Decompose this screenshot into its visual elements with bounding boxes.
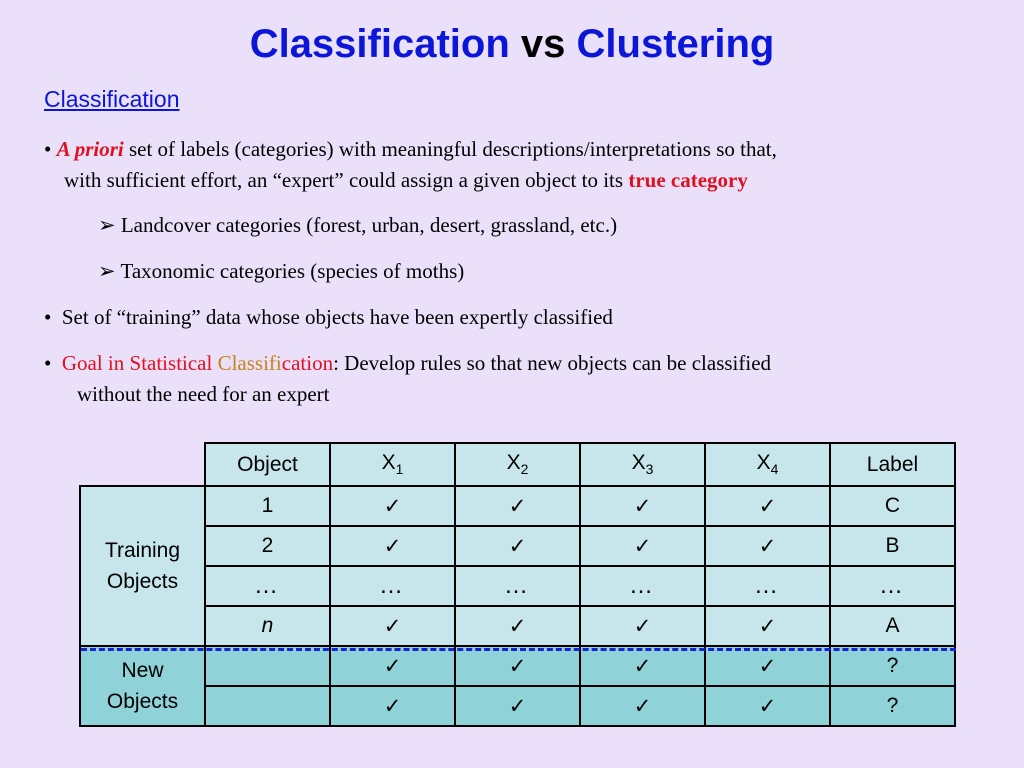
header-x4: $X_4$ [705, 443, 830, 486]
object-cell: … [205, 566, 330, 606]
goal-text-red: Goal in Statistical [61, 351, 213, 375]
object-cell [205, 646, 330, 686]
label-cell: A [830, 606, 955, 646]
bullet-1-text: set of labels (categories) with meaningful descriptions/interpretations so that, [128, 137, 777, 161]
bullet-marker: • [44, 351, 52, 375]
header-object: Object [205, 443, 330, 486]
sub-bullet-text: Landcover categories (forest, urban, desert, grassland, etc.) [120, 213, 618, 237]
check-icon: ✓ [705, 646, 830, 686]
training-objects-cell: Training Objects [80, 486, 205, 646]
ellipsis-cell: … [705, 566, 830, 606]
ellipsis-cell: … [455, 566, 580, 606]
check-icon: ✓ [330, 606, 455, 646]
check-icon: ✓ [705, 606, 830, 646]
new-objects-cell: New Objects [80, 646, 205, 726]
sub-bullet-text: Taxonomic categories (species of moths) [120, 259, 465, 283]
label-cell: ? [830, 686, 955, 726]
goal-text-gold: Classifi [217, 351, 282, 375]
ellipsis-cell: … [330, 566, 455, 606]
check-icon: ✓ [455, 526, 580, 566]
arrow-bullet-icon: ➢ [98, 213, 116, 237]
check-icon: ✓ [455, 486, 580, 526]
bullet-2 [44, 305, 613, 330]
check-icon: ✓ [580, 686, 705, 726]
empty-corner-cell [80, 443, 205, 486]
goal-text-red-2: cation [281, 351, 334, 375]
object-cell: 1 [205, 486, 330, 526]
bullet-1-text-2: with sufficient effort, an “expert” could assign a given object to its [64, 168, 624, 192]
check-icon: ✓ [455, 646, 580, 686]
bullet-3-text: : Develop rules so that new objects can be classified [333, 351, 772, 375]
table-row [80, 566, 955, 606]
bullet-3-text-2: without the need for an expert [77, 382, 330, 406]
check-icon: ✓ [580, 486, 705, 526]
table-row [80, 486, 955, 526]
bullet-3-line-2 [77, 382, 330, 407]
bullet-marker: • [44, 137, 52, 161]
title-vs: vs [520, 22, 566, 66]
training-new-divider [81, 648, 956, 651]
a-priori-text: A priori [56, 137, 124, 161]
header-label: Label [830, 443, 955, 486]
check-icon: ✓ [580, 646, 705, 686]
classification-table [79, 442, 956, 727]
label-cell: … [830, 566, 955, 606]
object-cell [205, 686, 330, 726]
bullet-marker: • [44, 305, 52, 329]
object-cell: 2 [205, 526, 330, 566]
check-icon: ✓ [455, 606, 580, 646]
title-classification: Classification [249, 22, 510, 66]
table-row [80, 646, 955, 686]
check-icon: ✓ [580, 606, 705, 646]
title-clustering: Clustering [576, 22, 775, 66]
header-row [80, 443, 955, 486]
true-category-text: true category [628, 168, 748, 192]
section-heading: Classification [44, 86, 180, 112]
object-cell: n [205, 606, 330, 646]
sub-bullet-landcover [98, 213, 617, 238]
check-icon: ✓ [330, 486, 455, 526]
bullet-2-text: Set of “training” data whose objects have been expertly classified [61, 305, 613, 329]
table-row [80, 686, 955, 726]
check-icon: ✓ [330, 686, 455, 726]
header-x1: $X_1$ [330, 443, 455, 486]
table-row [80, 606, 955, 646]
table-row [80, 526, 955, 566]
check-icon: ✓ [705, 486, 830, 526]
check-icon: ✓ [705, 526, 830, 566]
check-icon: ✓ [330, 526, 455, 566]
bullet-3-line-1 [44, 351, 771, 376]
bullet-1-line-1 [44, 137, 777, 162]
arrow-bullet-icon: ➢ [98, 259, 116, 283]
check-icon: ✓ [580, 526, 705, 566]
label-cell: C [830, 486, 955, 526]
check-icon: ✓ [455, 686, 580, 726]
check-icon: ✓ [330, 646, 455, 686]
header-x2: $X_2$ [455, 443, 580, 486]
sub-bullet-taxonomic [98, 259, 464, 284]
label-cell: B [830, 526, 955, 566]
label-cell: ? [830, 646, 955, 686]
check-icon: ✓ [705, 686, 830, 726]
slide-title [0, 22, 1024, 67]
bullet-1-line-2 [64, 168, 748, 193]
ellipsis-cell: … [580, 566, 705, 606]
header-x3: $X_3$ [580, 443, 705, 486]
